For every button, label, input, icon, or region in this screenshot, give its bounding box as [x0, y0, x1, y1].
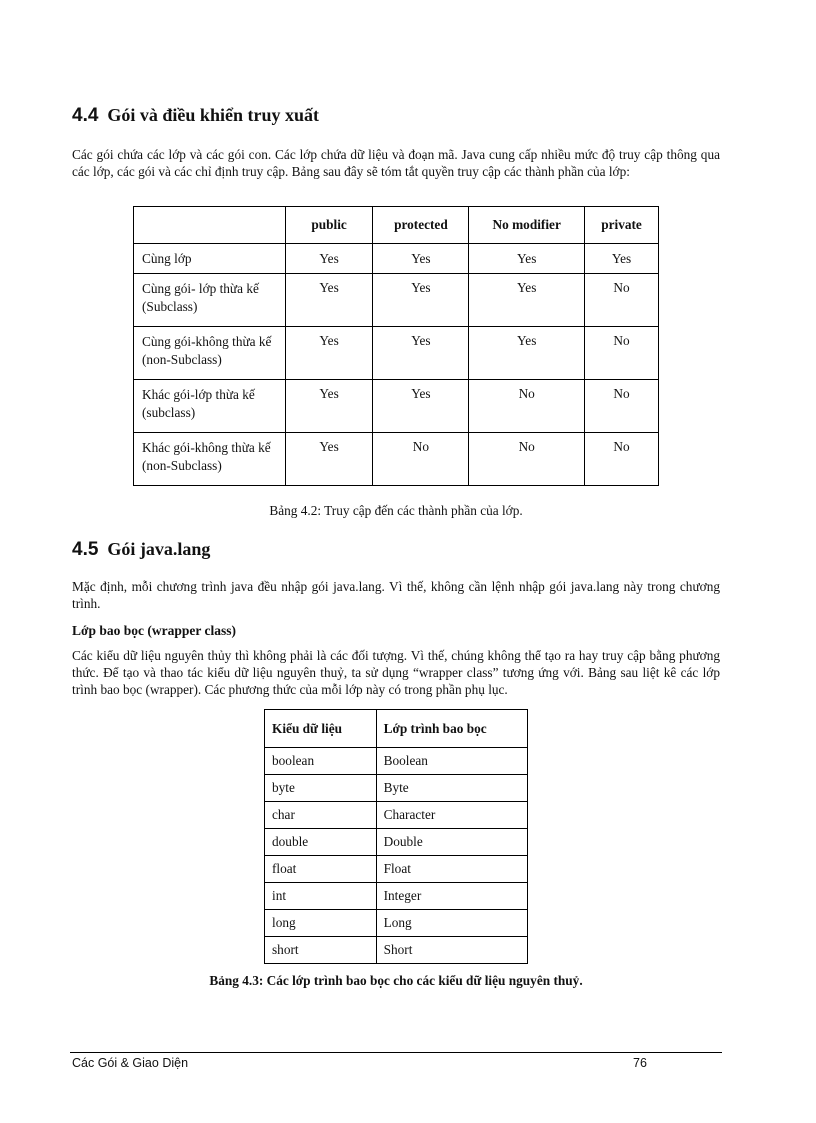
- section-number: 4.4: [72, 105, 99, 126]
- table-row: [265, 883, 528, 910]
- section-4-5-heading: [72, 537, 210, 562]
- cell: Yes: [285, 244, 373, 274]
- table-row: [265, 856, 528, 883]
- table-row: [134, 380, 659, 433]
- cell: Yes: [285, 433, 373, 486]
- cell: Float: [376, 856, 527, 883]
- section-number: 4.5: [72, 539, 99, 560]
- header-cell: Kiểu dữ liệu: [265, 710, 377, 748]
- header-cell: No modifier: [469, 207, 585, 244]
- row-label: Cùng gói- lớp thừa kế (Subclass): [134, 274, 286, 327]
- cell: char: [265, 802, 377, 829]
- cell: Yes: [469, 274, 585, 327]
- table-caption-4-3: Bảng 4.3: Các lớp trình bao bọc cho các kiểu dữ liệu nguyên thuỷ.: [209, 973, 583, 988]
- footer-rule: [70, 1052, 722, 1053]
- row-label: Cùng gói-không thừa kế (non-Subclass): [134, 327, 286, 380]
- cell: No: [585, 433, 659, 486]
- table-row: [265, 802, 528, 829]
- table-row: [134, 433, 659, 486]
- table-row: [265, 775, 528, 802]
- cell: No: [585, 380, 659, 433]
- section-4-5-intro: Mặc định, mỗi chương trình java đều nhập gói java.lang. Vì thế, không cần lệnh nhập gói java.lang này trong chương trình.: [72, 579, 720, 611]
- cell: Yes: [469, 244, 585, 274]
- cell: Boolean: [376, 748, 527, 775]
- cell: short: [265, 937, 377, 964]
- cell: int: [265, 883, 377, 910]
- cell: Yes: [285, 380, 373, 433]
- table-row: [265, 910, 528, 937]
- cell: Yes: [585, 244, 659, 274]
- table-header-row: [134, 207, 659, 244]
- cell: Short: [376, 937, 527, 964]
- cell: No: [585, 274, 659, 327]
- section-title: Gói và điều khiển truy xuất: [107, 105, 319, 125]
- cell: No: [469, 380, 585, 433]
- table-row: [265, 937, 528, 964]
- row-label: Khác gói-lớp thừa kế (subclass): [134, 380, 286, 433]
- cell: double: [265, 829, 377, 856]
- cell: long: [265, 910, 377, 937]
- access-control-table: [133, 206, 659, 486]
- wrapper-class-subheading: Lớp bao bọc (wrapper class): [72, 623, 236, 638]
- cell: Yes: [373, 327, 469, 380]
- page-number: 76: [633, 1056, 647, 1070]
- cell: boolean: [265, 748, 377, 775]
- wrapper-class-table: [264, 709, 528, 964]
- section-4-4-intro: Các gói chứa các lớp và các gói con. Các lớp chứa dữ liệu và đoạn mã. Java cung cấp nhiều mức độ truy cập thông qua các lớp, các gói và các chỉ định truy cập. Bảng sau đây sẽ tóm tắt quyền truy cập các thành phần của lớp:: [72, 147, 720, 179]
- table-row: [265, 748, 528, 775]
- cell: Double: [376, 829, 527, 856]
- table-row: [134, 327, 659, 380]
- table-row: [134, 244, 659, 274]
- footer-chapter-title: Các Gói & Giao Diện: [72, 1056, 189, 1070]
- table-header-row: [265, 710, 528, 748]
- cell: Integer: [376, 883, 527, 910]
- table-row: [134, 274, 659, 327]
- section-4-4-heading: [72, 103, 319, 128]
- cell: No: [585, 327, 659, 380]
- cell: No: [373, 433, 469, 486]
- header-cell: protected: [373, 207, 469, 244]
- cell: Yes: [373, 244, 469, 274]
- cell: Long: [376, 910, 527, 937]
- cell: byte: [265, 775, 377, 802]
- header-cell: private: [585, 207, 659, 244]
- header-cell: public: [285, 207, 373, 244]
- cell: Byte: [376, 775, 527, 802]
- section-title: Gói java.lang: [107, 539, 211, 559]
- cell: float: [265, 856, 377, 883]
- wrapper-class-paragraph: Các kiểu dữ liệu nguyên thủy thì không phải là các đối tượng. Vì thế, chúng không thể tạo ra hay truy cập bằng phương thức. Để tạo và thao tác kiểu dữ liệu nguyên thuỷ, ta sử dụng “wrapper class” tương ứng với. Bảng sau liệt kê các lớp trình bao bọc (wrapper). Các phương thức của mỗi lớp này có trong phần phụ lục.: [72, 648, 720, 697]
- header-cell: [134, 207, 286, 244]
- cell: Yes: [373, 274, 469, 327]
- row-label: Cùng lớp: [134, 244, 286, 274]
- cell: Yes: [469, 327, 585, 380]
- cell: Character: [376, 802, 527, 829]
- table-row: [265, 829, 528, 856]
- cell: Yes: [373, 380, 469, 433]
- cell: Yes: [285, 327, 373, 380]
- table-caption-4-2: Bảng 4.2: Truy cập đến các thành phần của lớp.: [269, 503, 523, 518]
- cell: Yes: [285, 274, 373, 327]
- header-cell: Lớp trình bao bọc: [376, 710, 527, 748]
- cell: No: [469, 433, 585, 486]
- row-label: Khác gói-không thừa kế (non-Subclass): [134, 433, 286, 486]
